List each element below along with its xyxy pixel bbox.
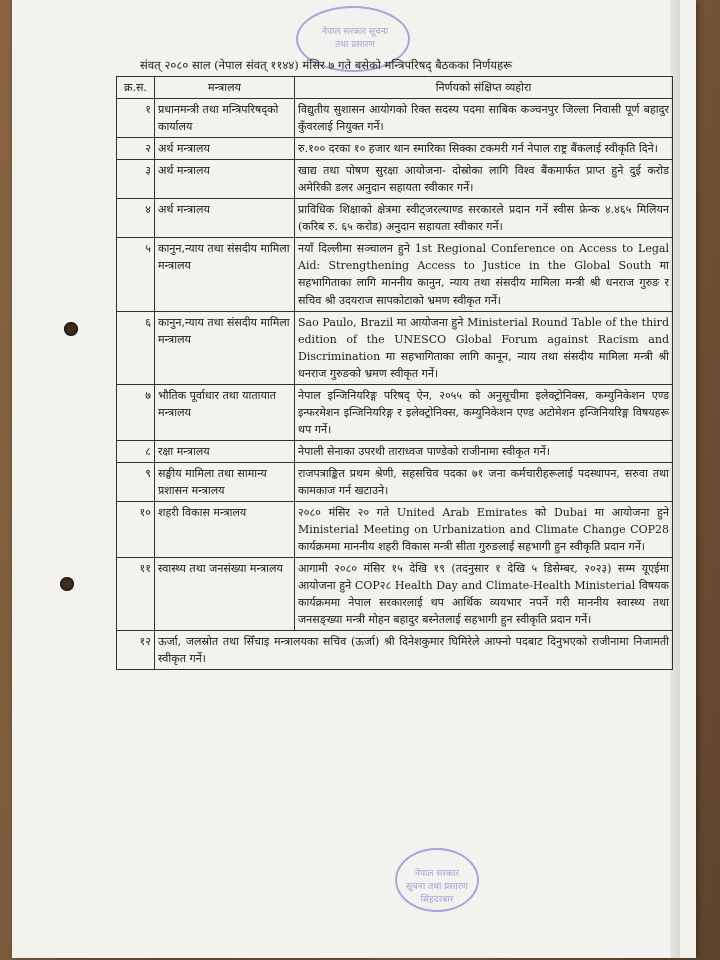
table-row <box>117 502 673 558</box>
row-ministry: सङ्घीय मामिला तथा सामान्य प्रशासन मन्त्रालय <box>155 462 295 501</box>
decisions-table <box>116 76 673 670</box>
row-summary: नेपाल इन्जिनियरिङ्ग परिषद् ऐन, २०५५ को अनुसूचीमा इलेक्ट्रोनिक्स, कम्युनिकेशन एण्ड इन्फरमेशन इन्जिनियरिङ्ग र इलेक्ट्रोनिक्स, कम्युनिकेशन एण्ड अटोमेशन इन्जिनियरिङ्ग विषयहरू थप गर्ने। <box>295 384 673 440</box>
row-ministry: शहरी विकास मन्त्रालय <box>155 502 295 558</box>
row-ministry: कानुन,न्याय तथा संसदीय मामिला मन्त्रालय <box>155 238 295 311</box>
row-summary: आगामी २०८० मंसिर १५ देखि १९ (तदनुसार १ देखि ५ डिसेम्बर, २०२३) सम्म यूएईमा आयोजना हुने COP२८ Health Day and Climate-Health Ministerial विषयक कार्यक्रममा नेपाल सरकारलाई थप आर्थिक व्ययभार नपर्ने गरी माननीय स्वास्थ्य तथा जनसङ्ख्या मन्त्री मोहन बहादुर बस्नेतलाई सहभागी हुन स्वीकृति प्रदान गर्ने। <box>295 558 673 631</box>
row-serial: १० <box>117 502 155 558</box>
row-serial: ४ <box>117 199 155 238</box>
row-ministry: रक्षा मन्त्रालय <box>155 440 295 462</box>
table-row <box>117 440 673 462</box>
header-serial: क्र.स. <box>117 77 155 99</box>
row-ministry: अर्थ मन्त्रालय <box>155 160 295 199</box>
row-summary: विद्युतीय सुशासन आयोगको रिक्त सदस्य पदमा साबिक कञ्चनपुर जिल्ला निवासी पूर्ण बहादुर कुँवरलाई नियुक्त गर्ने। <box>295 99 673 138</box>
stamp-top-text: नेपाल सरकार सूचना तथा प्रसारण <box>321 27 389 50</box>
row-summary: नेपाली सेनाका उपरथी ताराध्वज पाण्डेको राजीनामा स्वीकृत गर्ने। <box>295 440 673 462</box>
row-summary: २०८० मंसिर २० गते United Arab Emirates को Dubai मा आयोजना हुने Ministerial Meeting on Urbanization and Climate Change COP28 कार्यक्रममा माननीय शहरी विकास मन्त्री सीता गुरुङलाई सहभागी हुन स्वीकृति प्रदान गर्ने। <box>295 502 673 558</box>
row-serial: ६ <box>117 311 155 384</box>
punch-hole-bottom <box>60 577 74 591</box>
row-serial: ८ <box>117 440 155 462</box>
row-summary: प्राविधिक शिक्षाको क्षेत्रमा स्वीट्जरल्याण्ड सरकारले प्रदान गर्ने स्वीस फ्रेन्क ४.४६५ मिलियन (करिब रु. ६५ करोड) अनुदान सहायता स्वीकार गर्ने। <box>295 199 673 238</box>
header-ministry: मन्त्रालय <box>155 77 295 99</box>
table-row <box>117 462 673 501</box>
row-summary: रु.१०० दरका १० हजार थान स्मारिका सिक्का टकमरी गर्न नेपाल राष्ट्र बैंकलाई स्वीकृति दिने। <box>295 138 673 160</box>
table-row <box>117 160 673 199</box>
row-summary: Sao Paulo, Brazil मा आयोजना हुने Ministerial Round Table of the third edition of the UNESCO Global Forum against Racism and Discrimination मा सहभागिताका लागि कानून, न्याय तथा संसदीय मामिला मन्त्री श्री धनराज गुरुङको भ्रमण स्वीकृत गर्ने। <box>295 311 673 384</box>
punch-hole-top <box>64 322 78 336</box>
row-ministry: प्रधानमन्त्री तथा मन्त्रिपरिषद्को कार्यालय <box>155 99 295 138</box>
row-summary: खाद्य तथा पोषण सुरक्षा आयोजना- दोस्रोका लागि विश्व बैंकमार्फत प्राप्त हुने दुई करोड अमेरिकी डलर अनुदान सहायता स्वीकार गर्ने। <box>295 160 673 199</box>
row-ministry: स्वास्थ्य तथा जनसंख्या मन्त्रालय <box>155 558 295 631</box>
row-ministry: कानुन,न्याय तथा संसदीय मामिला मन्त्रालय <box>155 311 295 384</box>
stamp-bottom-text: नेपाल सरकार सूचना तथा प्रसारण सिंहदरबार <box>406 869 468 905</box>
table-row-final <box>117 631 673 670</box>
row-serial: ५ <box>117 238 155 311</box>
table-row <box>117 384 673 440</box>
row-serial: ११ <box>117 558 155 631</box>
row-ministry: भौतिक पूर्वाधार तथा यातायात मन्त्रालय <box>155 384 295 440</box>
row-merged-text: ऊर्जा, जलस्रोत तथा सिँचाइ मन्त्रालयका सचिव (ऊर्जा) श्री दिनेशकुमार घिमिरेले आफ्नो पदबाट दिनुभएको राजीनामा निजामती स्वीकृत गर्ने। <box>155 631 673 670</box>
row-summary: नयाँ दिल्लीमा सञ्चालन हुने 1st Regional Conference on Access to Legal Aid: Strengthening Access to Justice in the Global South मा सहभागिताका लागि माननीय कानुन, न्याय तथा संसदीय मामिला मन्त्री श्री धनराज गुरुङ र सचिव श्री उदयराज सापकोटाको भ्रमण स्वीकृत गर्ने। <box>295 238 673 311</box>
row-ministry: अर्थ मन्त्रालय <box>155 138 295 160</box>
row-serial: १२ <box>117 631 155 670</box>
row-serial: ७ <box>117 384 155 440</box>
table-row <box>117 138 673 160</box>
table-row <box>117 238 673 311</box>
row-ministry: अर्थ मन्त्रालय <box>155 199 295 238</box>
official-stamp-bottom <box>395 848 479 912</box>
header-summary: निर्णयको संक्षिप्त व्यहोरा <box>295 77 673 99</box>
table-row <box>117 199 673 238</box>
row-serial: २ <box>117 138 155 160</box>
row-serial: ३ <box>117 160 155 199</box>
table-row <box>117 99 673 138</box>
row-summary: राजपत्राङ्कित प्रथम श्रेणी, सहसचिव पदका ७१ जना कर्मचारीहरूलाई पदस्थापन, सरुवा तथा कामकाज गर्न खटाउने। <box>295 462 673 501</box>
table-row <box>117 311 673 384</box>
table-row <box>117 558 673 631</box>
row-serial: ९ <box>117 462 155 501</box>
table-header-row <box>117 77 673 99</box>
page-title: संवत् २०८० साल (नेपाल संवत् ११४४) मंसिर ७ गते बसेको मन्त्रिपरिषद् बैठकका निर्णयहरू <box>140 58 513 72</box>
row-serial: १ <box>117 99 155 138</box>
